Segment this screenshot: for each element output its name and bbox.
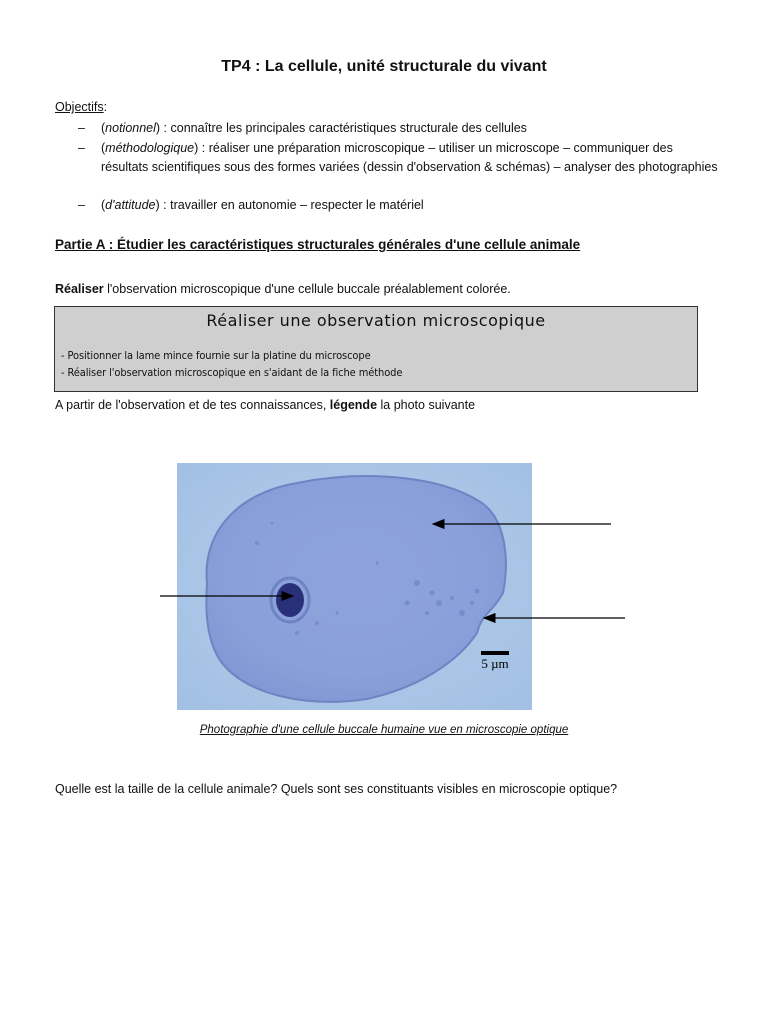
objectif-text: réaliser une préparation microscopique – utiliser un microscope – communiquer des résultats scientifiques sous des formes variées (dessin d'observation & schémas) – analyser des photographies [101, 141, 718, 174]
objectif-close: ) : [194, 141, 209, 155]
objectifs-heading [55, 100, 107, 114]
methode-item: - Positionner la lame mince fournie sur la platine du microscope [61, 349, 371, 362]
scale-bar [481, 651, 509, 655]
objectif-tag: méthodologique [105, 141, 195, 155]
methode-item: - Réaliser l'observation microscopique en s'aidant de la fiche méthode [61, 366, 403, 379]
objectif-item [78, 139, 718, 177]
list-dash: – [78, 141, 85, 155]
legende-verb: légende [329, 398, 378, 412]
instruction-verb: Réaliser [55, 282, 104, 296]
question-text: Quelle est la taille de la cellule animale? Quels sont ses constituants visibles en microscopie optique? [55, 782, 618, 796]
legende-after: la photo suivante [377, 398, 476, 412]
objectif-item [78, 196, 718, 215]
objectif-open: ( [101, 141, 106, 155]
objectif-close: ) : [155, 198, 171, 212]
objectif-open: ( [101, 198, 106, 212]
instruction-text: l'observation microscopique d'une cellule buccale préalablement colorée. [103, 282, 511, 296]
objectif-item [78, 119, 718, 138]
methode-box-title: Réaliser une observation microscopique [206, 311, 546, 330]
objectif-open: ( [101, 121, 106, 135]
scale-label: 5 µm [481, 656, 509, 671]
legende-instruction [55, 398, 475, 412]
legende-before: A partir de l'observation et de tes connaissances, [55, 398, 330, 412]
objectif-close: ) : [155, 121, 171, 135]
objectif-text: travailler en autonomie – respecter le matériel [170, 198, 424, 212]
objectif-text: connaître les principales caractéristiques structurale des cellules [170, 121, 527, 135]
list-dash: – [78, 121, 85, 135]
objectif-tag: notionnel [105, 121, 156, 135]
nucleus [276, 583, 304, 617]
objectif-tag: d'attitude [105, 198, 156, 212]
page-title: TP4 : La cellule, unité structurale du vivant [221, 58, 547, 75]
instruction-line [55, 282, 511, 296]
objectifs-suffix: : [103, 100, 108, 114]
section-heading-part-a: Partie A : Étudier les caractéristiques structurales générales d'une cellule animale [55, 237, 581, 252]
objectifs-label: Objectifs [55, 100, 104, 114]
figure-caption: Photographie d'une cellule buccale humaine vue en microscopie optique [199, 724, 569, 736]
list-dash: – [78, 198, 85, 212]
cell-photograph [177, 463, 532, 710]
methode-box [54, 306, 698, 392]
